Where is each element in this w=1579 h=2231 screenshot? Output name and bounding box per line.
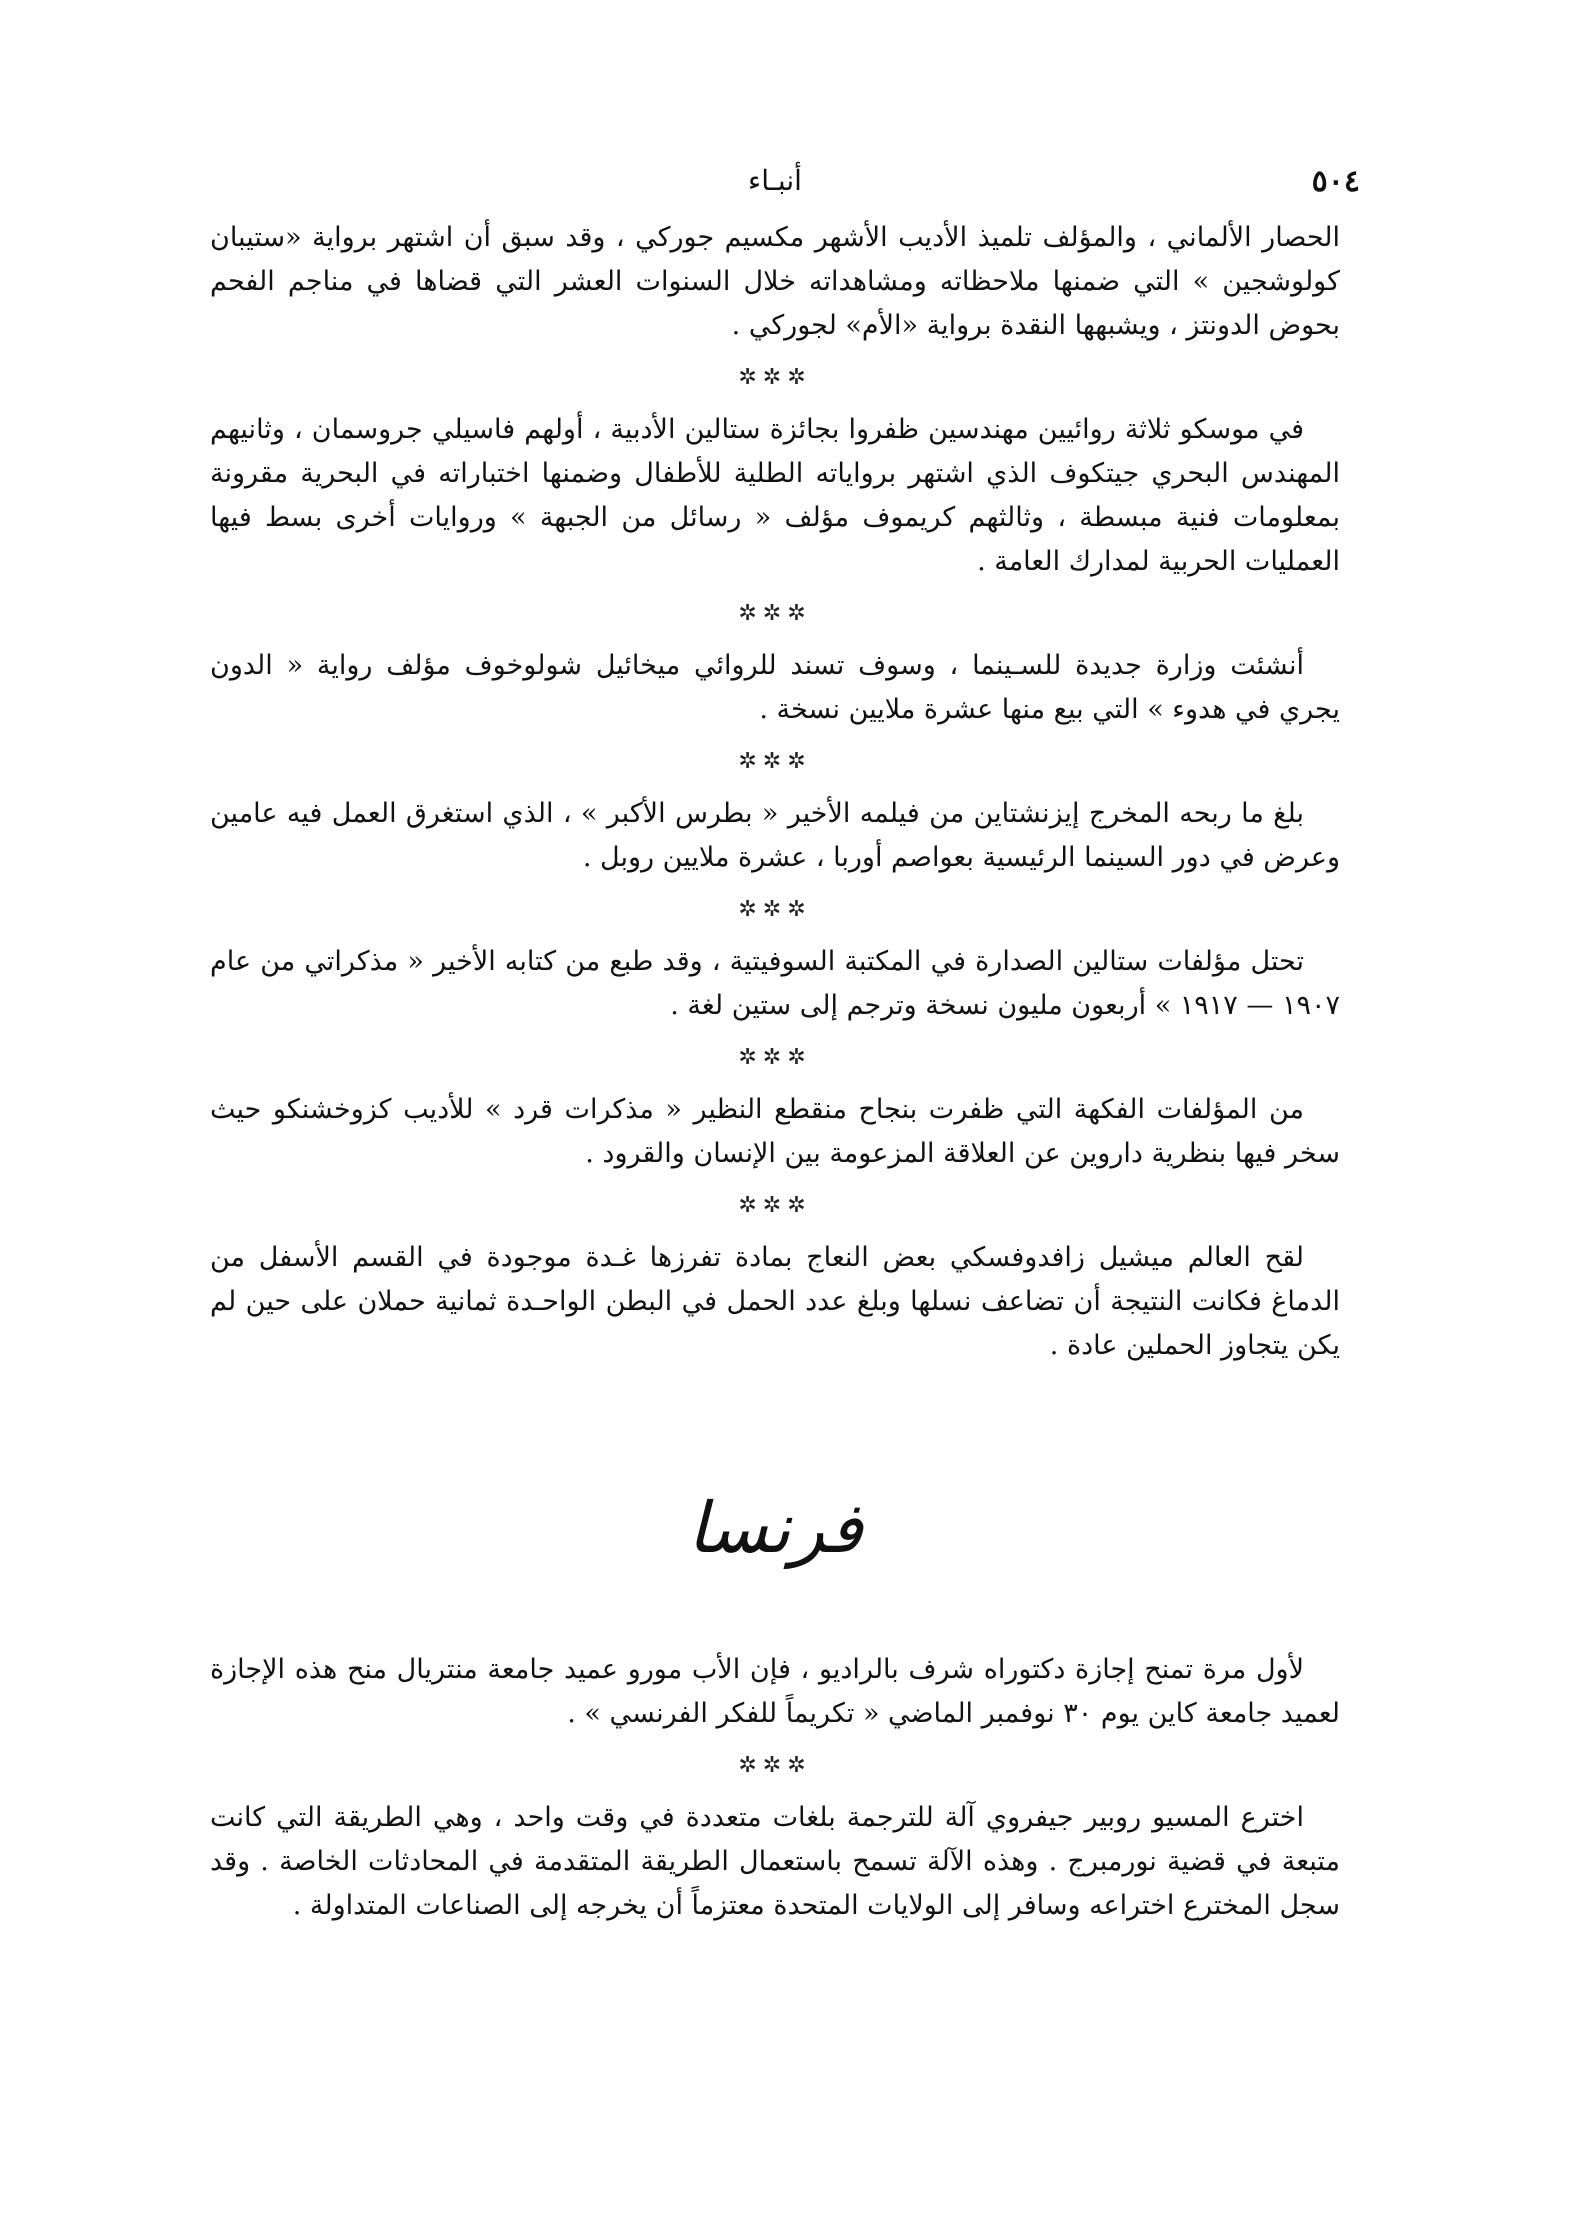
page [210, 160, 1360, 1928]
header-title: أنبـاء [748, 164, 802, 197]
separator-3: ✲✲✲ [738, 749, 812, 774]
separator-6: ✲✲✲ [738, 1193, 812, 1218]
news-item-2: في موسكو ثلاثة روائيين مهندسين ظفروا بجائزة ستالين الأدبية ، أولهم فاسيلي جروسمان ، وثانيهم المهندس البحري جيتكوف الذي اشتهر برواياته الطلية للأطفال وضمنها اختباراته في البحرية مقرونة بمعلومات فنية مبسطة ، وثالثهم كريموف مؤلف « رسائل من الجبهة » وروايات أخرى بسط فيها العمليات الحربية لمدارك العامة . [210, 414, 1340, 577]
separator-4: ✲✲✲ [738, 897, 812, 922]
news-item-1: الحصار الألماني ، والمؤلف تلميذ الأديب الأشهر مكسيم جوركي ، وقد سبق أن اشتهر برواية «ستيبان كولوشجين » التي ضمنها ملاحظاته ومشاهداته خلال السنوات العشر التي قضاها في مناجم الفحم بحوض الدونتز ، ويشبهها النقدة برواية «الأم» لجوركي . [210, 222, 1340, 341]
news-item-3: أنشئت وزارة جديدة للسـينما ، وسوف تسند للروائي ميخائيل شولوخوف مؤلف رواية « الدون يجري في هدوء » التي بيع منها عشرة ملايين نسخة . [210, 650, 1340, 725]
france-item-1: لأول مرة تمنح إجازة دكتوراه شرف بالراديو ، فإن الأب مورو عميد جامعة منتريال منح هذه الإجازة لعميد جامعة كاين يوم ٣٠ نوفمبر الماضي « تكريماً للفكر الفرنسي » . [210, 1654, 1340, 1729]
news-item-4: بلغ ما ربحه المخرج إيزنشتاين من فيلمه الأخير « بطرس الأكبر » ، الذي استغرق العمل فيه عامين وعرض في دور السينما الرئيسية بعواصم أوربا ، عشرة ملايين روبل . [210, 798, 1340, 873]
separator-2: ✲✲✲ [738, 601, 812, 626]
section-title-france: فرنسا [687, 1487, 863, 1569]
news-item-7: لقح العالم ميشيل زافدوفسكي بعض النعاج بمادة تفرزها غـدة موجودة في القسم الأسفل من الدماغ فكانت النتيجة أن تضاعف نسلها وبلغ عدد الحمل في البطن الواحـدة ثمانية حملان على حين لم يكن يتجاوز الحملين عادة . [210, 1242, 1340, 1361]
separator-7: ✲✲✲ [738, 1753, 812, 1778]
running-head [210, 160, 1360, 216]
page-number: ٥٠٤ [1311, 164, 1360, 199]
france-item-2: اخترع المسيو روبير جيفروي آلة للترجمة بلغات متعددة في وقت واحد ، وهي الطريقة التي كانت متبعة في قضية نورمبرج . وهذه الآلة تسمح باستعمال الطريقة المتقدمة في المحادثات الخاصة . وقد سجل المخترع اختراعه وسافر إلى الولايات المتحدة معتزماً أن يخرجه إلى الصناعات المتداولة . [210, 1802, 1340, 1921]
news-item-5: تحتل مؤلفات ستالين الصدارة في المكتبة السوفيتية ، وقد طبع من كتابه الأخير « مذكراتي من عام ١٩٠٧ — ١٩١٧ » أربعون مليون نسخة وترجم إلى ستين لغة . [210, 946, 1340, 1021]
news-item-6: من المؤلفات الفكهة التي ظفرت بنجاح منقطع النظير « مذكرات قرد » للأديب كزوخشنكو حيث سخر فيها بنظرية داروين عن العلاقة المزعومة بين الإنسان والقرود . [210, 1094, 1340, 1169]
separator-5: ✲✲✲ [738, 1045, 812, 1070]
separator-1: ✲✲✲ [738, 365, 812, 390]
